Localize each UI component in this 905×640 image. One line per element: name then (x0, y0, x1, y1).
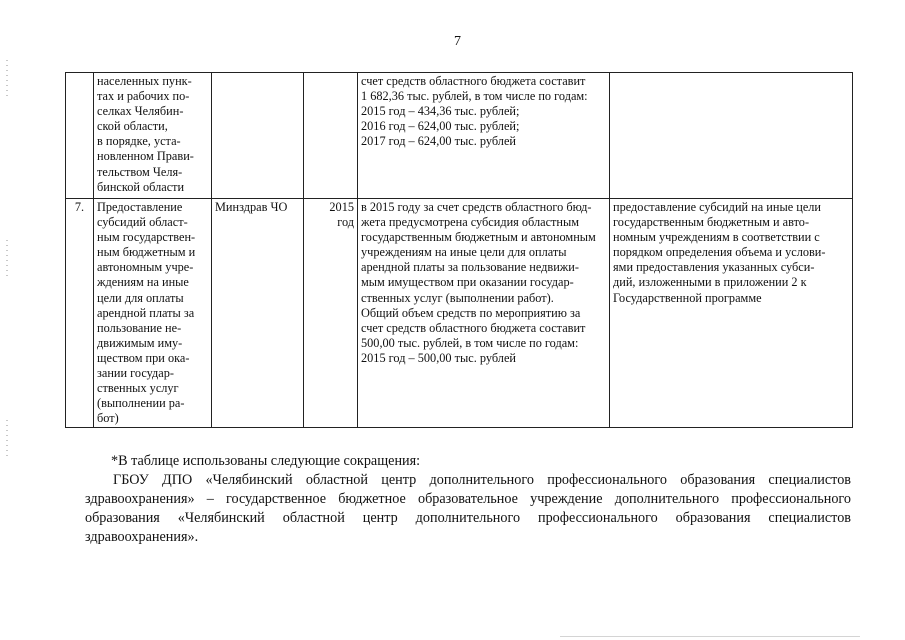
cell-line: в порядке, уста- (97, 134, 181, 149)
cell-line: ской области, (97, 119, 168, 134)
cell-line: Общий объем средств по мероприятию за (361, 305, 581, 320)
scan-artifact (6, 240, 8, 280)
cell-line: бинской области (97, 179, 185, 194)
cell-line: дий, изложенными в приложении 2 к (613, 275, 807, 290)
year-cell (304, 73, 358, 199)
cell-line: счет средств областного бюджета составит (361, 74, 586, 88)
cell-line: 2017 год – 624,00 тыс. рублей (361, 134, 516, 149)
description-cell (358, 73, 610, 199)
cell-line: 2015 год – 500,00 тыс. рублей (361, 350, 516, 365)
abbreviations-note (85, 452, 851, 547)
cell-line: тельством Челя- (97, 164, 183, 179)
note-body: ГБОУ ДПО «Челябинский областной центр дополнительного профессионального образования специалистов здравоохранения» – государственное бюджетное образовательное учреждение дополнительного профессионального образования «Челябинский областной центр дополнительного профессионального образования специалистов здравоохранения». (85, 472, 851, 545)
executor-cell (212, 73, 304, 199)
cell-line: ственных услуг (выполнении работ). (361, 290, 554, 305)
cell-line: предоставление субсидий на иные цели (613, 200, 822, 214)
activity-name-cell (94, 73, 212, 199)
row-number-cell: 7. (66, 199, 94, 428)
cell-line: Государственной программе (613, 290, 762, 305)
result-cell (610, 73, 853, 199)
activity-name-cell (94, 199, 212, 428)
executor-cell: Минздрав ЧО (212, 199, 304, 428)
cell-line: 1 682,36 тыс. рублей, в том числе по годам: (361, 89, 588, 104)
cell-line: год (337, 215, 354, 230)
cell-line: порядком определения объема и услови- (613, 245, 826, 260)
cell-line: ным государствен- (97, 230, 196, 245)
cell-line: в 2015 году за счет средств областного бюд- (361, 200, 592, 214)
cell-line: зании государ- (97, 366, 174, 381)
cell-line: тах и рабочих по- (97, 89, 190, 104)
scan-artifact (560, 636, 860, 637)
cell-line: движимым иму- (97, 335, 183, 350)
cell-line: государственным бюджетным и автономным (361, 230, 596, 245)
page-number: 7 (454, 34, 461, 49)
cell-line: государственным бюджетным и авто- (613, 215, 810, 230)
cell-line: ями предоставления указанных субси- (613, 260, 815, 275)
scan-artifact (6, 60, 8, 100)
cell-line: арендной платы за пользование недвижи- (361, 260, 579, 275)
description-cell (358, 199, 610, 428)
cell-line: Предоставление (97, 200, 183, 214)
note-title: *В таблице использованы следующие сокращения: (111, 453, 421, 469)
cell-line: (выполнении ра- (97, 396, 185, 411)
cell-line: арендной платы за (97, 305, 195, 320)
cell-line: селках Челябин- (97, 104, 184, 119)
program-activities-table (65, 72, 853, 428)
cell-line: 2015 (329, 200, 354, 214)
row-number-cell (66, 73, 94, 199)
cell-line: ным бюджетным и (97, 245, 196, 260)
cell-line: автономным учре- (97, 260, 194, 275)
cell-line: учреждениям на иные цели для оплаты (361, 245, 567, 260)
cell-line: субсидий област- (97, 215, 188, 230)
cell-line: номным учреждениям в соответствии с (613, 230, 820, 245)
cell-line: ственных услуг (97, 381, 179, 396)
scan-artifact (6, 420, 8, 460)
cell-line: ждениям на иные (97, 275, 189, 290)
cell-line: 2015 год – 434,36 тыс. рублей; (361, 104, 520, 119)
cell-line: населенных пунк- (97, 74, 192, 88)
cell-line: пользование не- (97, 320, 182, 335)
cell-line: жета предусмотрена субсидия областным (361, 215, 580, 230)
cell-line: 500,00 тыс. рублей, в том числе по годам: (361, 335, 579, 350)
cell-line: бот) (97, 411, 119, 426)
cell-line: 2016 год – 624,00 тыс. рублей; (361, 119, 520, 134)
year-cell (304, 199, 358, 428)
cell-line: новленном Прави- (97, 149, 194, 164)
cell-line: цели для оплаты (97, 290, 184, 305)
cell-line: мым имуществом при оказании государ- (361, 275, 574, 290)
result-cell (610, 199, 853, 428)
cell-line: счет средств областного бюджета составит (361, 320, 586, 335)
table-row (66, 73, 853, 199)
table-row (66, 199, 853, 428)
cell-line: ществом при ока- (97, 350, 190, 365)
